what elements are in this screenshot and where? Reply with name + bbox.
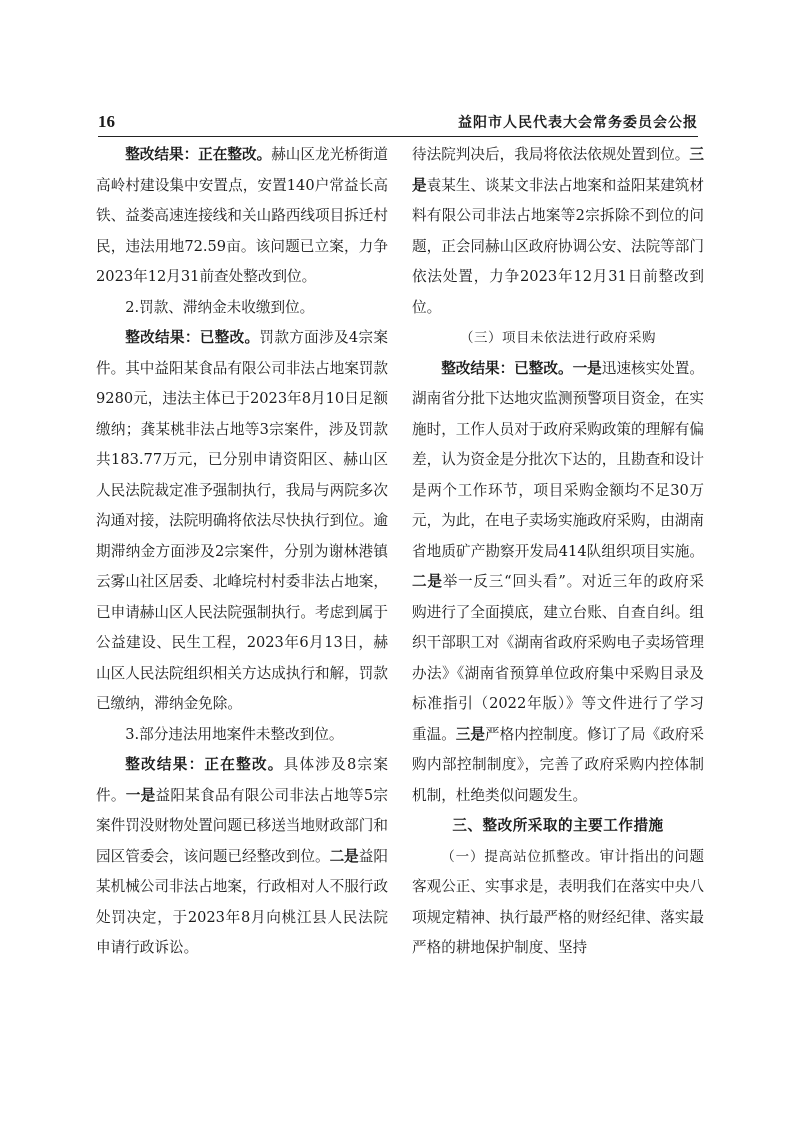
paragraph-measures-1 (412, 842, 704, 964)
continued-text: 待法院判决后，我局将依法依规处置到位。 (412, 146, 690, 163)
result-text: 具体涉及8宗案件。 (96, 756, 388, 804)
result-label: 整改结果：正在整改。 (125, 756, 284, 773)
paragraph-text: 审计指出的问题客观公正、实事求是，表明我们在落实中央八项规定精神、执行最严格的财经纪律、落实最严格的耕地保护制度、坚持 (412, 847, 704, 956)
item-fines-heading: 2.罚款、滞纳金未收缴到位。 (125, 298, 315, 316)
result-text: 赫山区龙光桥街道高岭村建设集中安置点，安置140户常益长高铁、益娄高速连接线和关山路西线项目拆迁村民，违法用地72.59亩。该问题已立案，力争2023年12月31前查处整改到位。 (96, 146, 388, 285)
point-label: 一是 (125, 786, 156, 804)
subsection-heading: （一）提高站位抓整改。 (441, 848, 600, 865)
header-rule (98, 136, 698, 137)
section-heading-measures: 三、整改所采取的主要工作措施 (452, 817, 664, 834)
point-text: 举一反三“回头看”。对近三年的政府采购进行了全面摸底，建立台账、自查自纠。组织干部职工对《湖南省政府采购电子卖场管理办法》《湖南省预算单位政府集中采购目录及标准指引（2022年版）》等文件进行了学习重温。 (412, 573, 704, 743)
right-column (412, 140, 704, 964)
point-label: 三是 (412, 146, 704, 194)
point-text: 严格内控制度。修订了局《政府采购内部控制制度》，完善了政府采购内控体制机制，杜绝类似问题发生。 (412, 725, 704, 804)
point-label: 三是 (455, 725, 485, 743)
paragraph-result-3 (96, 750, 388, 964)
paragraph-continued (412, 140, 704, 323)
journal-title: 益阳市人民代表大会常务委员会公报 (458, 115, 698, 131)
result-label: 整改结果：正在整改。 (125, 146, 272, 163)
page-header (98, 112, 698, 134)
point-label: 一是 (572, 359, 602, 377)
page-number: 16 (98, 112, 115, 131)
point-text: 益阳某食品有限公司非法占地等5宗案件罚没财物处置问题已移送当地财政部门和园区管委会，该问题已经整改到位。 (96, 786, 388, 865)
paragraph-result-1 (96, 140, 388, 293)
point-text: 袁某生、谈某文非法占地案和益阳某建筑材料有限公司非法占地案等2宗拆除不到位的问题，正会同赫山区政府协调公安、法院等部门依法处置，力争2023年12月31日前整改到位。 (412, 176, 704, 316)
item-cases-heading: 3.部分违法用地案件未整改到位。 (125, 725, 344, 743)
point-label: 二是 (329, 847, 359, 865)
point-text: 迅速核实处置。湖南省分批下达地灾监测预警项目资金，在实施时，工作人员对于政府采购政策的理解有偏差，认为资金是分批次下达的，且勘查和设计是两个工作环节，项目采购金额均不足30万元，为此，在电子卖场实施政府采购，由湖南省地质矿产勘察开发局414队组织项目实施。 (412, 359, 704, 560)
left-column (96, 140, 388, 964)
result-text: 罚款方面涉及4宗案件。其中益阳某食品有限公司非法占地案罚款9280元，违法主体已于2023年8月10日足额缴纳；龚某桃非法占地等3宗案件，涉及罚款共183.77万元，已分别申请资阳区、赫山区人民法院裁定准予强制执行，我局与两院多次沟通对接，法院明确将依法尽快执行到位。逾期滞纳金方面涉及2宗案件，分别为谢林港镇云雾山社区居委、北峰垸村村委非法占地案，已申请赫山区人民法院强制执行。考虑到属于公益建设、民生工程，2023年6月13日，赫山区人民法院组织相关方达成执行和解，罚款已缴纳，滞纳金免除。 (96, 329, 388, 712)
paragraph-result-2 (96, 323, 388, 720)
point-text: 益阳某机械公司非法占地案，行政相对人不服行政处罚决定，于2023年8月向桃江县人民法院申请行政诉讼。 (96, 847, 388, 956)
point-label: 二是 (412, 573, 443, 590)
paragraph-result-4 (412, 354, 704, 812)
result-label: 整改结果：已整改。 (441, 359, 573, 377)
subsection-heading-procurement: （三）项目未依法进行政府采购 (460, 330, 656, 346)
result-label: 整改结果：已整改。 (125, 329, 260, 346)
